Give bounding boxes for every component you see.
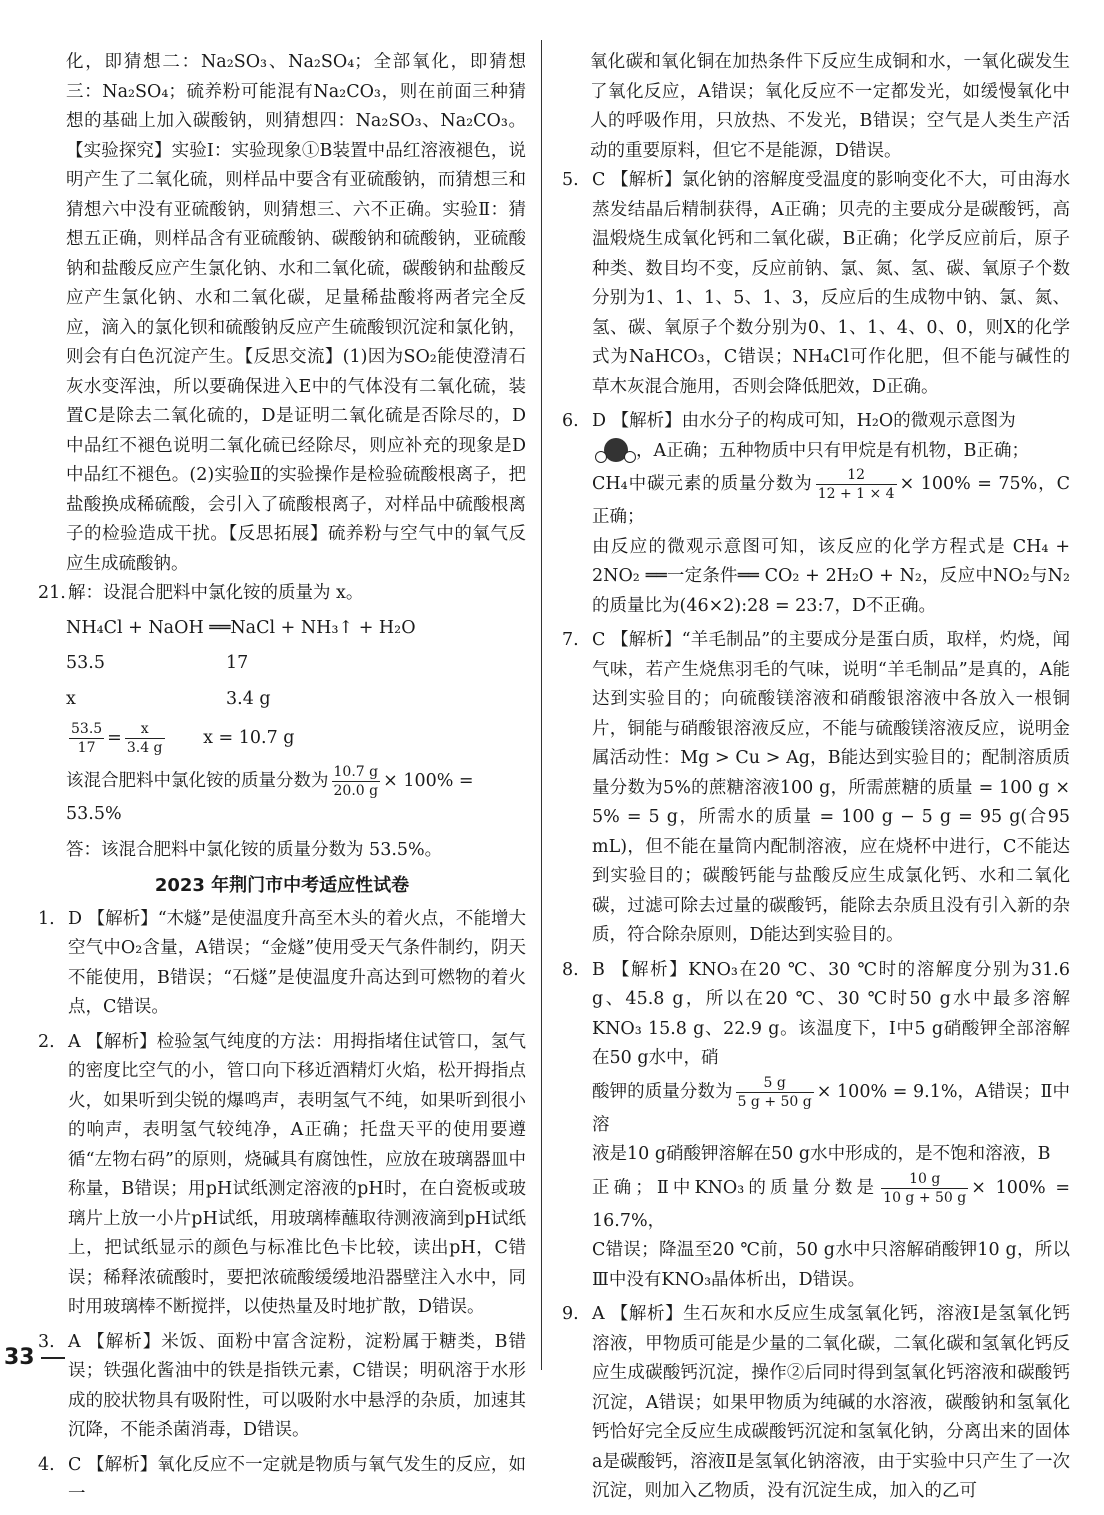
q21-unknowns	[66, 685, 526, 715]
q21-known-value: 3.4 g	[226, 688, 271, 709]
question-6	[562, 407, 1070, 621]
fraction: $\frac{10.7 g}{20.0 g}$	[333, 764, 379, 799]
fraction: $\frac{x}{3.4 g}$	[126, 721, 163, 756]
question-number: 8.	[562, 959, 579, 980]
question-21-intro: 解：设混合肥料中氯化铵的质量为 x。	[68, 583, 364, 603]
question-9-text: A 【解析】生石灰和水反应生成氢氧化钙，溶液Ⅰ是氢氧化钙溶液，甲物质可能是少量的二氧化碳，二氧化碳和氢氧化钙反应生成碳酸钙沉淀，操作②后同时得到氢氧化钙溶液和碳酸钙沉淀，A错误；如果甲物质为纯碱的水溶液，碳酸钠和氢氧化钙恰好完全反应生成碳酸钙沉淀和氢氧化钠，分离出来的固体a是碳酸钙，溶液Ⅱ是氢氧化钠溶液，由于实验中只产生了一次沉淀，则加入乙物质，没有沉淀生成，加入的乙可	[592, 1304, 1070, 1501]
q21-equation: NH₄Cl + NaOH ══NaCl + NH₃↑ + H₂O	[66, 617, 416, 638]
question-21	[38, 579, 526, 609]
question-7	[562, 626, 1070, 951]
q21-answer: 答：该混合肥料中氯化铵的质量分数为 53.5%。	[66, 839, 443, 860]
question-2-text: A 【解析】检验氢气纯度的方法：用拇指堵住试管口，氢气的密度比空气的小，管口向下移近酒精灯火焰，松开拇指点火，如果听到尖锐的爆鸣声，表明氢气不纯，如果听到很小的响声，表明氢气较纯净，A正确；托盘天平的使用要遵循“左物右码”的原则，烧碱具有腐蚀性，应放在玻璃器皿中称量，B错误；用pH试纸测定溶液的pH时，在白瓷板或玻璃片上放一小片pH试纸，用玻璃棒蘸取待测液滴到pH试纸上，把试纸显示的颜色与标准比色卡比较，读出pH，C错误；稀释浓硫酸时，要把浓硫酸缓缓地沿器壁注入水中，同时用玻璃棒不断搅拌，以使热量及时地扩散，D错误。	[68, 1031, 526, 1317]
question-5	[562, 166, 1070, 402]
fraction: $\frac{10 g}{10 g + 50 g}$	[883, 1170, 967, 1206]
page-number-rule	[41, 1357, 65, 1359]
section-title: 2023 年荆门市中考适应性试卷	[154, 875, 410, 896]
question-3-text: A 【解析】米饭、面粉中富含淀粉，淀粉属于糖类，B错误；铁强化酱油中的铁是指铁元素，C错误；明矾溶于水形成的胶状物具有吸附性，可以吸附水中悬浮的杂质，加速其沉降，不能杀菌消毒，D错误。	[68, 1331, 526, 1440]
right-column	[562, 48, 1070, 1512]
water-molecule-icon	[592, 438, 636, 464]
question-number: 9.	[562, 1304, 579, 1324]
continued-paragraph: 化，即猜想二：Na₂SO₃、Na₂SO₄；全部氧化，即猜想三：Na₂SO₄；硫养粉可能混有Na₂CO₃，则在前面三种猜想的基础上加入碳酸钠，则猜想四：Na₂SO₃、Na₂CO₃。【实验探究】实验Ⅰ：实验现象①B装置中品红溶液褪色，说明产生了二氧化硫，则样品中要含有亚硫酸钠，而猜想三和猜想六中没有亚硫酸钠，则猜想三、六不正确。实验Ⅱ：猜想五正确，则样品含有亚硫酸钠、碳酸钠和硫酸钠，亚硫酸钠和盐酸反应产生氯化钠、水和二氧化硫，碳酸钠和盐酸反应产生氯化钠、水和二氧化碳，足量稀盐酸将两者完全反应，滴入的氯化钡和硫酸钠反应产生硫酸钡沉淀和氯化钠，则会有白色沉淀产生。【反思交流】(1)因为SO₂能使澄清石灰水变浑浊，所以要确保进入E中的气体没有二氧化硫，装置C是除去二氧化硫的，D是证明二氧化硫是否除尽的，D中品红不褪色说明二氧化硫已经除尽，则应补充的现象是D中品红不褪色。(2)实验Ⅱ的实验操作是检验硫酸根离子，把盐酸换成稀硫酸，会引入了硫酸根离子，对样品中硫酸根离子的检验造成干扰。【反思拓展】硫养粉与空气中的氧气反应生成硫酸钠。	[66, 52, 526, 574]
column-divider	[541, 40, 542, 1370]
question-number: 7.	[562, 630, 579, 650]
question-5-text: C 【解析】氯化钠的溶解度受温度的影响变化不大，可由海水蒸发结晶后精制获得，A正确；贝壳的主要成分是碳酸钙，高温煅烧生成氧化钙和二氧化碳，B正确；化学反应前后，原子种类、数目均不变，反应前钠、氯、氮、氢、碳、氧原子个数分别为1、1、1、5、1、3，反应后的生成物中钠、氯、氮、氢、碳、氧原子个数分别为0、1、1、4、0、0，则X的化学式为NaHCO₃，C错误；NH₄Cl可作化肥，但不能与碱性的草木灰混合施用，否则会降低肥效，D正确。	[592, 170, 1070, 397]
q21-proportion: $\frac{53.5}{17}$ = $\frac{x}{3.4 g}$ x = 10.7 g	[71, 721, 295, 756]
question-number: 1.	[38, 908, 55, 929]
left-column	[38, 48, 526, 1515]
q21-unknown-x: x	[66, 688, 76, 709]
question-8-body: B 【解析】KNO₃在20 ℃、30 ℃时的溶解度分别为31.6 g、45.8 g，所以在20 ℃、30 ℃时50 g水中最多溶解KNO₃ 15.8 g、22.9 g。该温度下，Ⅰ中5 g硝酸钾全部溶解在50 g水中，硝 酸钾的质量分数为 $\frac{5 g}{5 g + 50 g}$ × 100% = 9.1%，A错误；Ⅱ中溶 液是10 g硝酸钾溶解在50 g水中形成的，是不饱和溶液，B 正确；Ⅱ中KNO₃的质量分数是 $\frac{10 g}{10 g + 50 g}$ × 100% = 16.7%， C错误；降温至20 ℃前，50 g水中只溶解硝酸钾10 g，所以Ⅲ中没有KNO₃晶体析出，D错误。	[592, 959, 1070, 1290]
question-1	[38, 905, 526, 1023]
q21-mass-left: 53.5	[66, 653, 105, 673]
question-6-body: D 【解析】由水分子的构成可知，H₂O的微观示意图为 ，A正确；五种物质中只有甲烷是有机物，B正确； CH₄中碳元素的质量分数为 $\frac{12}{12 + 1 \times 4}$ × 100% = 75%，C正确； 由反应的微观示意图可知，该反应的化学方程式是 CH₄ + 2NO₂ ══一定条件══ CO₂ + 2H₂O + N₂，反应中NO₂与N₂的质量比为(46×2):28 = 23:7，D不正确。	[592, 411, 1070, 616]
fraction: $\frac{5 g}{5 g + 50 g}$	[737, 1074, 812, 1110]
q21-mass-right: 17	[226, 653, 249, 673]
question-4	[38, 1451, 526, 1510]
question-number: 2.	[38, 1031, 55, 1052]
question-8	[562, 956, 1070, 1296]
q21-result: x = 10.7 g	[203, 728, 295, 748]
question-4-text: C 【解析】氧化反应不一定就是物质与氧气发生的反应，如一	[68, 1454, 526, 1504]
question-7-text: C 【解析】“羊毛制品”的主要成分是蛋白质，取样，灼烧，闻气味，若产生烧焦羽毛的气味，说明“羊毛制品”是真的，A能达到实验目的；向硫酸镁溶液和硝酸银溶液中各放入一根铜片，铜能与硝酸银溶液反应，不能与硫酸镁溶液反应，说明金属活动性：Mg > Cu > Ag，B能达到实验目的；配制溶质质量分数为5%的蔗糖溶液100 g，所需蔗糖的质量 = 100 g × 5% = 5 g，所需水的质量 = 100 g − 5 g = 95 g(合95 mL)，但不能在量筒内配制溶液，应在烧杯中进行，C不能达到实验目的；碳酸钙能与盐酸反应生成氯化钙、水和二氧化碳，过滤可除去过量的碳酸钙，能除去杂质且没有引入新的杂质，符合除杂原则，D能达到实验目的。	[592, 630, 1070, 945]
question-1-text: D 【解析】“木燧”是使温度升高至木头的着火点，不能增大空气中O₂含量，A错误；“金燧”使用受天气条件制约，阴天不能使用，B错误；“石燧”是使温度升高达到可燃物的着火点，C错误。	[68, 908, 526, 1017]
question-2	[38, 1028, 526, 1323]
question-number: 4.	[38, 1454, 55, 1475]
fraction: $\frac{53.5}{17}$	[71, 721, 103, 756]
question-9	[562, 1300, 1070, 1507]
question-3	[38, 1328, 526, 1446]
question-number: 3.	[38, 1331, 55, 1352]
fraction: $\frac{12}{12 + 1 \times 4}$	[817, 467, 895, 502]
page-number: 33	[4, 1345, 65, 1370]
continued-paragraph: 氧化碳和氧化铜在加热条件下反应生成铜和水，一氧化碳发生了氧化反应，A错误；氧化反应不一定都发光，如缓慢氧化中人的呼吸作用，只放热、不发光，B错误；空气是人类生产活动的重要原料，但它不是能源，D错误。	[590, 52, 1070, 161]
question-number: 6.	[562, 411, 579, 431]
q21-percent-line: 该混合肥料中氯化铵的质量分数为 $\frac{10.7 g}{20.0 g}$ × 100% = 53.5%	[66, 764, 474, 824]
q21-masses	[66, 649, 526, 679]
question-number: 5.	[562, 170, 579, 190]
question-number: 21.	[38, 583, 66, 603]
